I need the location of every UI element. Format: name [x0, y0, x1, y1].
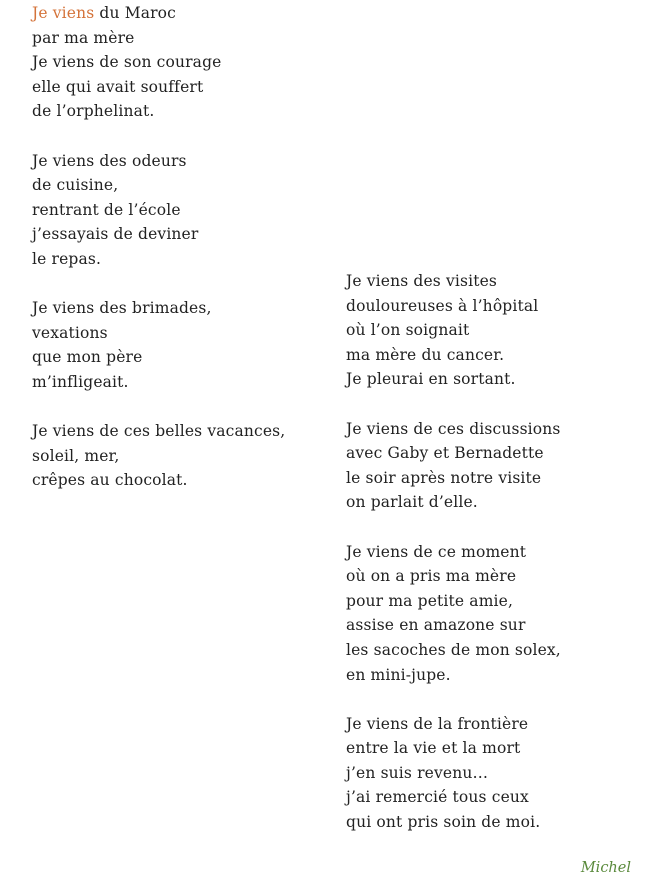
poem-left-column: [32, 1, 285, 493]
poem-line: elle qui avait souffert: [32, 77, 204, 96]
poem-line: on parlait d’elle.: [346, 493, 478, 512]
poem-line: Je viens de son courage: [32, 53, 222, 72]
poem-line: Je viens de ce moment: [346, 542, 527, 561]
poem-line: [32, 1, 285, 26]
poem-line: j’ai remercié tous ceux: [346, 788, 529, 807]
poem-line: de l’orphelinat.: [32, 102, 155, 121]
poem-line: par ma mère: [32, 28, 135, 47]
poem-line: le repas.: [32, 249, 102, 268]
stanza-7: [346, 540, 561, 688]
poem-line: crêpes au chocolat.: [32, 471, 188, 490]
poem-line: avec Gaby et Bernadette: [346, 444, 544, 463]
stanza-2: [32, 149, 285, 272]
poem-right-column: [346, 269, 561, 835]
stanza-1: [32, 1, 285, 124]
poem-line: qui ont pris soin de moi.: [346, 813, 541, 832]
poem-line: où l’on soignait: [346, 321, 470, 340]
poem-line: le soir après notre visite: [346, 468, 542, 487]
stanza-6: [346, 417, 561, 515]
poem-line: assise en amazone sur: [346, 616, 526, 635]
poem-line: de cuisine,: [32, 176, 119, 195]
poem-line: Je viens de ces belles vacances,: [32, 422, 286, 441]
poem-line: entre la vie et la mort: [346, 739, 521, 758]
poem-line: les sacoches de mon solex,: [346, 640, 561, 659]
poem-line: vexations: [32, 323, 108, 342]
poem-line: Je viens des visites: [346, 272, 498, 290]
poem-line: j’essayais de deviner: [32, 225, 199, 244]
poem-line: rentrant de l’école: [32, 200, 181, 219]
poem-line: j’en suis revenu…: [346, 763, 489, 782]
poem-line: pour ma petite amie,: [346, 591, 514, 610]
poem-line: que mon père: [32, 348, 143, 367]
poem-line: Je viens de la frontière: [346, 714, 529, 733]
author-signature: Michel: [580, 860, 631, 876]
poem-line: Je viens des brimades,: [32, 299, 212, 318]
poem-line: m’infligeait.: [32, 372, 129, 391]
poem-line: douloureuses à l’hôpital: [346, 296, 539, 315]
poem-line: en mini-jupe.: [346, 665, 451, 684]
poem-line: Je pleurai en sortant.: [346, 370, 516, 389]
poem-line: Je viens des odeurs: [32, 151, 187, 170]
stanza-4: [32, 419, 285, 493]
poem-line: ma mère du cancer.: [346, 345, 505, 364]
highlight-text: Je viens: [32, 4, 95, 22]
poem-line: Je viens de ces discussions: [346, 419, 561, 438]
stanza-8: [346, 712, 561, 835]
first-line-rest: du Maroc: [94, 4, 176, 22]
poem-line: où on a pris ma mère: [346, 567, 517, 586]
stanza-5: [346, 269, 561, 392]
stanza-3: [32, 296, 285, 394]
poem-line: soleil, mer,: [32, 446, 120, 465]
